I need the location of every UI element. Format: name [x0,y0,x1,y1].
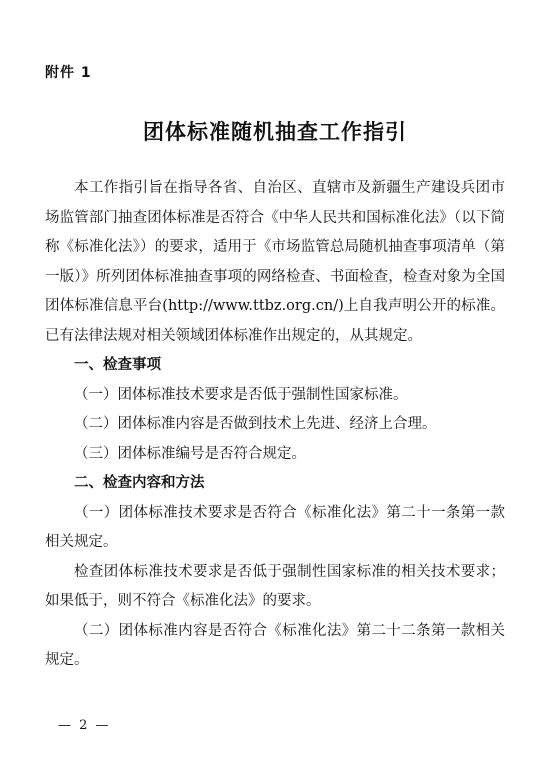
section-heading-1: 一、检查事项 [74,357,161,373]
page-number: — 2 — [58,718,111,733]
section1-item-3: （三）团体标准编号是否符合规定。 [74,445,306,462]
attachment-label: 附件 1 [45,65,92,81]
section2-item-1: （一）团体标准技术要求是否符合《标准化法》第二十一条第一款相关规定。 [45,504,505,550]
section-heading-2: 二、检查内容和方法 [74,475,205,491]
document-title: 团体标准随机抽查工作指引 [143,120,407,144]
section1-item-2: （二）团体标准内容是否做到技术上先进、经济上合理。 [74,416,437,432]
section2-item-1-detail: 检查团体标准技术要求是否低于强制性国家标准的相关技术要求；如果低于，则不符合《标准化法》的要求。 [45,563,505,609]
section1-item-1: （一）团体标准技术要求是否低于强制性国家标准。 [74,386,408,403]
section2-item-2: （二）团体标准内容是否符合《标准化法》第二十二条第一款相关规定。 [45,622,505,668]
document-body [45,174,505,676]
intro-paragraph: 本工作指引旨在指导各省、自治区、直辖市及新疆生产建设兵团市场监管部门抽查团体标准是否符合《中华人民共和国标准化法》（以下简称《标准化法》）的要求，适用于《市场监管总局随机抽查事项清单（第一版）》所列团体标准抽查事项的网络检查、书面检查，检查对象为全国团体标准信息平台(http://www.ttbz.org.cn/)上自我声明公开的标准。已有法律法规对相关领域团体标准作出规定的，从其规定。 [45,180,505,344]
